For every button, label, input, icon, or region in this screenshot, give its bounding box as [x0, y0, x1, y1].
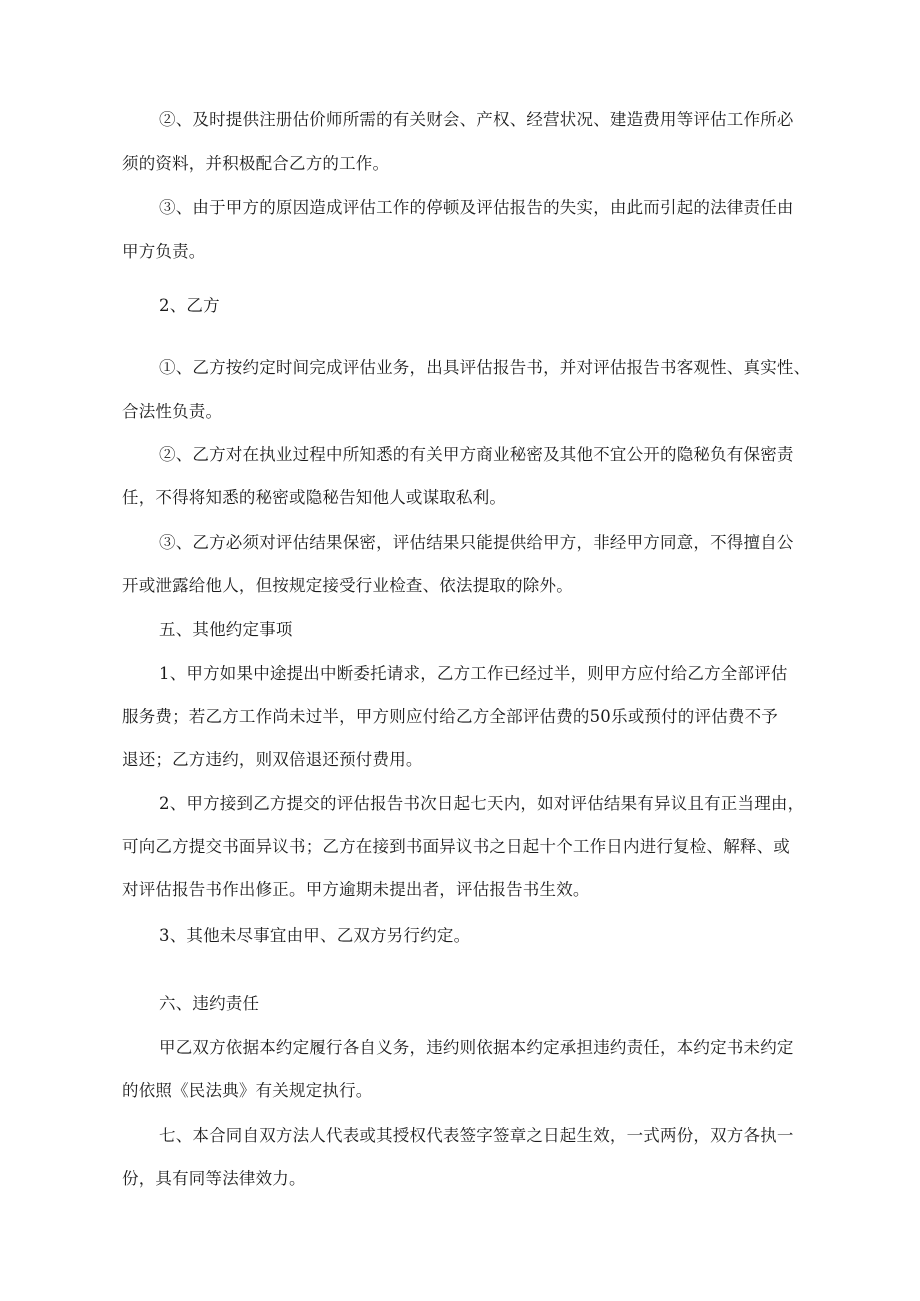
- section-heading: 2、乙方: [159, 296, 220, 315]
- paragraph-line: 须的资料，并积极配合乙方的工作。: [122, 154, 390, 173]
- paragraph-line: 任，不得将知悉的秘密或隐秘告知他人或谋取私利。: [122, 488, 507, 507]
- paragraph-line: 3、其他未尽事宜由甲、乙双方另行约定。: [159, 926, 471, 945]
- paragraph-line: 退还；乙方违约，则双倍退还预付费用。: [122, 750, 423, 769]
- paragraph-line: 开或泄露给他人，但按规定接受行业检查、依法提取的除外。: [122, 576, 573, 595]
- paragraph-line: 七、本合同自双方法人代表或其授权代表签字签章之日起生效，一式两份，双方各执一: [159, 1126, 794, 1145]
- paragraph-line: ①、乙方按约定时间完成评估业务，出具评估报告书，并对评估报告书客观性、真实性、: [159, 358, 811, 377]
- paragraph-line: 份，具有同等法律效力。: [122, 1169, 306, 1188]
- section-heading: 六、违约责任: [159, 994, 260, 1013]
- paragraph-line: 1、甲方如果中途提出中断委托请求，乙方工作已经过半，则甲方应付给乙方全部评估: [159, 664, 788, 683]
- paragraph-line: 可向乙方提交书面异议书；乙方在接到书面异议书之日起十个工作日内进行复检、解释、或: [122, 837, 790, 856]
- paragraph-line: 对评估报告书作出修正。甲方逾期未提出者，评估报告书生效。: [122, 880, 590, 899]
- paragraph-line: 甲乙双方依据本约定履行各自义务，违约则依据本约定承担违约责任，本约定书未约定: [159, 1038, 794, 1057]
- paragraph-line: 服务费；若乙方工作尚未过半，甲方则应付给乙方全部评估费的50乐或预付的评估费不予: [122, 707, 778, 726]
- paragraph-line: 甲方负责。: [122, 242, 206, 261]
- paragraph-line: ③、由于甲方的原因造成评估工作的停顿及评估报告的失实，由此而引起的法律责任由: [159, 198, 794, 217]
- paragraph-line: 合法性负责。: [122, 402, 223, 421]
- section-heading: 五、其他约定事项: [159, 620, 293, 639]
- paragraph-line: 2、甲方接到乙方提交的评估报告书次日起七天内，如对评估结果有异议且有正当理由，: [159, 794, 805, 813]
- paragraph-line: 的依照《民法典》有关规定执行。: [122, 1081, 373, 1100]
- paragraph-line: ③、乙方必须对评估结果保密，评估结果只能提供给甲方，非经甲方同意，不得擅自公: [159, 533, 794, 552]
- paragraph-line: ②、乙方对在执业过程中所知悉的有关甲方商业秘密及其他不宜公开的隐秘负有保密责: [159, 445, 794, 464]
- paragraph-line: ②、及时提供注册估价师所需的有关财会、产权、经营状况、建造费用等评估工作所必: [159, 110, 794, 129]
